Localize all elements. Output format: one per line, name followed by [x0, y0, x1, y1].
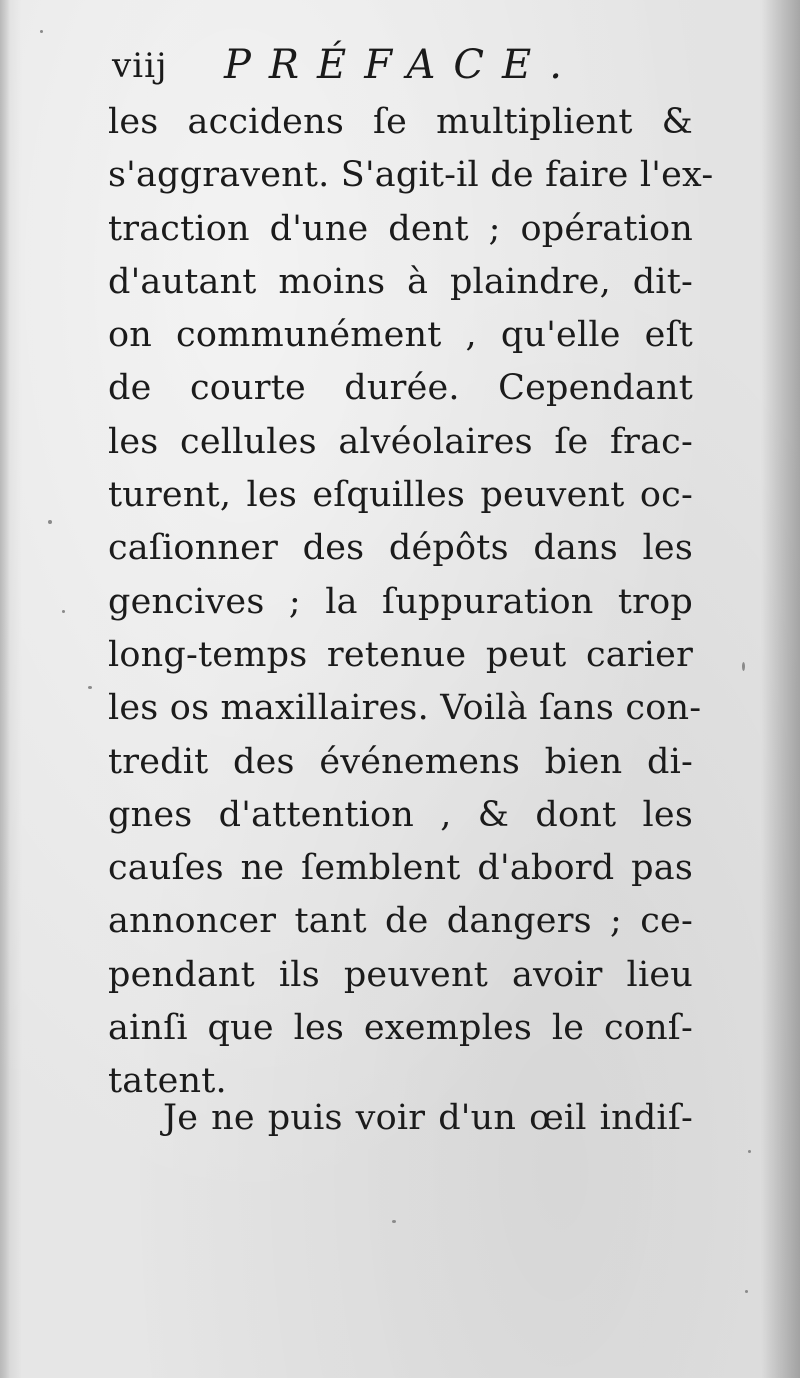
text-line: turent, les eſquilles peuvent oc-: [108, 475, 693, 516]
text-line: on communément , qu'elle eſt: [108, 315, 693, 356]
text-line: de courte durée. Cependant: [108, 368, 693, 409]
paper-speck: [48, 520, 52, 524]
text-line: gnes d'attention , & dont les: [108, 794, 693, 835]
paper-speck: [745, 1290, 748, 1293]
next-paragraph: [163, 1092, 693, 1145]
page-right-edge-shadow: [762, 0, 800, 1378]
text-line: annoncer tant de dangers ; ce-: [108, 901, 693, 942]
text-line: s'aggravent. S'agit-il de faire l'ex-: [108, 155, 714, 196]
text-line: caſionner des dépôts dans les: [108, 528, 693, 569]
body-text: [108, 96, 714, 1109]
paper-speck: [62, 610, 65, 613]
text-line: tredit des événemens bien di-: [108, 741, 693, 782]
paper-speck: [40, 30, 43, 33]
page-left-edge-shadow: [0, 0, 10, 1378]
text-line: d'autant moins à plaindre, dit-: [108, 261, 693, 302]
text-line: traction d'une dent ; opération: [108, 208, 693, 249]
text-line: pendant ils peuvent avoir lieu: [108, 954, 693, 995]
page-header: [112, 38, 692, 98]
text-line: Je ne puis voir d'un œil indiſ-: [163, 1098, 693, 1138]
paper-speck: [748, 1150, 751, 1153]
page-number: viij: [112, 46, 168, 86]
text-line: gencives ; la ſuppuration trop: [108, 581, 693, 622]
text-line: les cellules alvéolaires ſe frac-: [108, 421, 693, 462]
paper-speck: [88, 686, 92, 689]
text-line: cauſes ne ſemblent d'abord pas: [108, 848, 693, 889]
text-line: les accidens ſe multiplient &: [108, 102, 693, 142]
paper-speck: [392, 1220, 396, 1223]
paper-speck: [742, 662, 745, 671]
text-line: long-temps retenue peut carier: [108, 634, 693, 675]
text-line: les os maxillaires. Voilà ſans con-: [108, 688, 702, 729]
running-title: PRÉFACE.: [224, 42, 580, 88]
text-line: ainſi que les exemples le conſ-: [108, 1008, 693, 1049]
text-line: tatent.: [108, 1061, 227, 1102]
